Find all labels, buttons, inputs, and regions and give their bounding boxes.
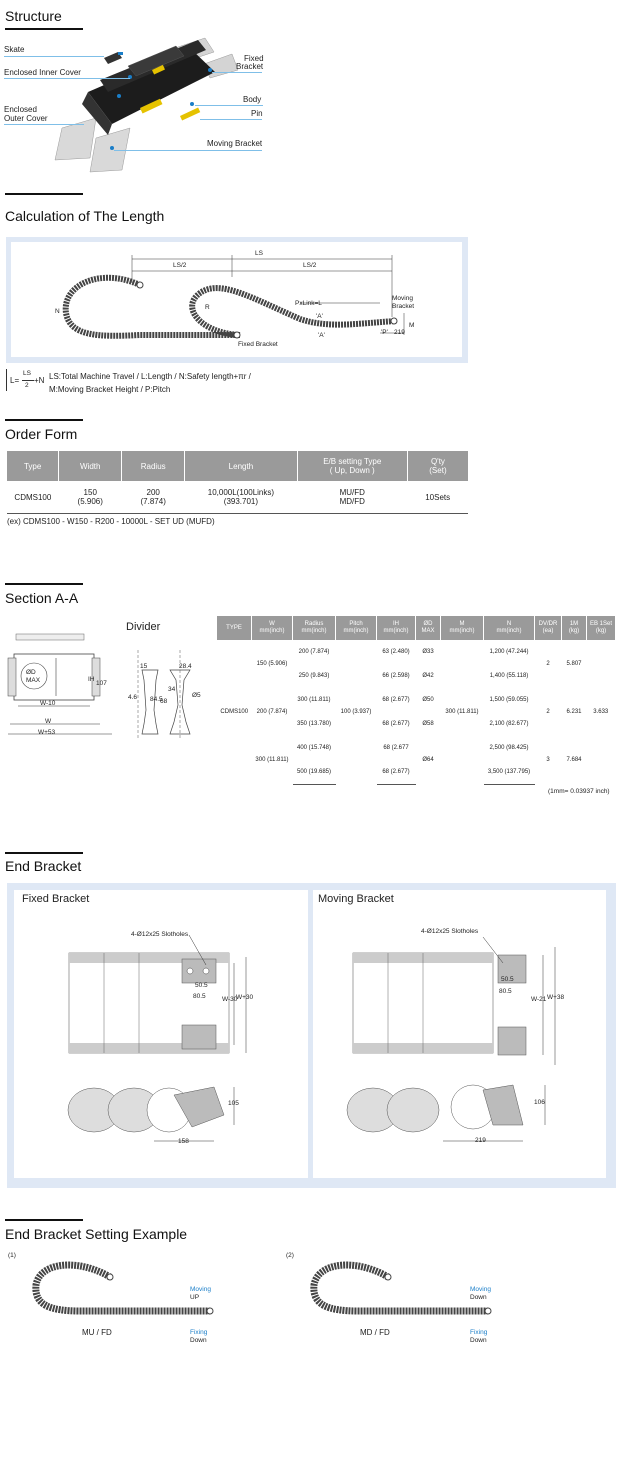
label-enclosed-inner-cover: Enclosed Inner Cover (4, 68, 81, 77)
cell-qty: 10Sets (407, 481, 468, 514)
dim-68: 68 (160, 698, 168, 705)
label-body: Body (243, 95, 262, 104)
spec-header-label: ØD (423, 621, 433, 627)
spec-header-unit: mm(inch) (343, 628, 369, 634)
spec-header-ih (377, 616, 416, 640)
section-title-calculation: Calculation of The Length (5, 208, 165, 224)
dim-15: 15 (140, 663, 148, 670)
dim-p: 'P' (381, 329, 388, 336)
fixed-dim-w30p: W+30 (236, 994, 254, 1001)
spec-header-eb (587, 616, 616, 640)
example-1-moving-dir: UP (190, 1294, 200, 1301)
spec-header-dv (535, 616, 562, 640)
header-qty (407, 451, 468, 481)
cell-radius-2: (7.874) (140, 497, 166, 506)
leader-line (114, 150, 262, 151)
cell-type: CDMS100 (7, 481, 59, 514)
dim-ih: IH (88, 676, 95, 683)
spec-cell-n: 1,200 (47.244) (489, 649, 529, 655)
label-pin: Pin (251, 109, 263, 118)
cell-width (59, 481, 122, 514)
dim-219: 219 (394, 329, 405, 336)
spec-cell-m: 300 (11.811) (445, 709, 479, 716)
spec-cell-od: Ø42 (422, 673, 434, 679)
table-row (217, 688, 615, 712)
leader-line (4, 56, 104, 57)
cell-radius-1: 200 (146, 488, 160, 497)
moving-bracket-drawing (313, 915, 603, 1175)
spec-cell-pitch: 100 (3.937) (340, 709, 372, 716)
dim-ls: LS (255, 250, 263, 257)
cell-width-1: 150 (83, 488, 97, 497)
spec-cell-n: 3,500 (137.795) (484, 760, 535, 785)
spec-header-label: TYPE (226, 624, 242, 631)
label-fixed-bracket-2: Bracket (236, 62, 264, 71)
example-1-label: MU / FD (82, 1328, 112, 1337)
spec-cell-radius: 300 (11.811) (297, 697, 331, 703)
spec-cell-ih: 68 (2.677) (382, 721, 410, 727)
spec-header-1m (562, 616, 587, 640)
spec-cell-w: 300 (11.811) (255, 757, 289, 764)
example-1-moving: Moving (190, 1286, 211, 1293)
label-fixed-bracket: Fixed Bracket (238, 341, 278, 348)
spec-cell-n: 1,500 (59.055) (489, 697, 529, 703)
table-row (7, 481, 468, 514)
order-example: (ex) CDMS100 - W150 - R200 - 10000L - SET UD (MUFD) (7, 517, 215, 526)
dim-w: W (45, 718, 52, 725)
spec-cell-dv: 2 (546, 661, 550, 667)
spec-cell-w: 200 (7.874) (256, 709, 288, 715)
fixed-dim-105: 105 (228, 1100, 239, 1107)
section-underline (5, 193, 83, 195)
dim-a-top: 'A' (316, 313, 323, 320)
section-underline (5, 1219, 83, 1221)
spec-cell-eb: 3.633 (593, 709, 609, 716)
fixed-dim-80-5: 80.5 (193, 993, 206, 1000)
spec-header-unit: mm(inch) (449, 628, 475, 634)
spec-header-unit: MAX (421, 628, 435, 634)
leader-line (4, 78, 130, 79)
spec-header-type (217, 616, 252, 640)
fixed-slotholes: 4-Ø12x25 Slotholes (131, 931, 189, 938)
example-2-moving: Moving (470, 1286, 491, 1293)
header-qty-line2: (Set) (429, 466, 447, 475)
fixed-bracket-drawing (14, 915, 304, 1175)
dim-84-5: 84.5 (150, 696, 163, 703)
spec-header-label: N (506, 621, 512, 627)
dim-d5: Ø5 (192, 692, 201, 699)
label-enclosed-outer-cover-2: Outer Cover (4, 114, 48, 123)
spec-header-label: IH (393, 621, 399, 627)
spec-cell-ih: 63 (2.480) (382, 649, 410, 655)
dim-r: R (205, 304, 210, 311)
dim-ls-half-left: LS/2 (173, 262, 187, 269)
moving-dim-50-5: 50.5 (501, 976, 514, 983)
example-1-fixing: Fixing (190, 1329, 208, 1336)
moving-dim-219: 219 (475, 1137, 486, 1144)
spec-header-label: EB 1Set (589, 621, 612, 627)
section-title-structure: Structure (5, 8, 62, 24)
example-2-fixing: Fixing (470, 1329, 488, 1336)
spec-cell-ih: 68 (2.677) (382, 697, 410, 703)
spec-cell-w: 150 (5.906) (256, 661, 288, 667)
cell-length-1: 10,000L(100Links) (207, 488, 275, 497)
unit-note: (1mm= 0.03937 inch) (548, 788, 610, 795)
spec-cell-ih: 68 (2.677) (377, 760, 416, 785)
dim-ls-half-right: LS/2 (303, 262, 317, 269)
header-radius: Radius (122, 451, 185, 481)
cell-radius (122, 481, 185, 514)
dim-a-bottom: 'A' (318, 332, 325, 339)
dim-34: 34 (168, 686, 176, 693)
label-moving-bracket-2: Bracket (392, 303, 415, 310)
spec-cell-kg: 6.231 (566, 709, 582, 715)
section-title-end-bracket: End Bracket (5, 858, 82, 874)
spec-header-n (484, 616, 535, 640)
header-eb-line2: ( Up, Down ) (329, 466, 375, 475)
formula-desc-2: M:Moving Bracket Height / P:Pitch (49, 385, 171, 394)
cell-width-2: (5.906) (77, 497, 103, 506)
spec-header-od (416, 616, 441, 640)
dim-28-4: 28.4 (179, 663, 192, 670)
header-qty-line1: Q'ty (430, 457, 445, 466)
moving-dim-w38: W+38 (547, 994, 565, 1001)
dim-pxlink: PxLink=L (295, 300, 322, 307)
moving-bracket-title: Moving Bracket (318, 893, 394, 905)
example-2-moving-dir: Down (470, 1294, 487, 1301)
order-form-table (7, 451, 468, 514)
spec-cell-od: Ø50 (422, 697, 434, 703)
spec-cell-radius: 400 (15.748) (296, 745, 332, 751)
leader-line (195, 105, 263, 106)
label-fixed-bracket-1: Fixed (244, 54, 264, 63)
dim-w53: W+53 (38, 729, 56, 736)
example-1-number: (1) (8, 1252, 16, 1259)
leader-line (200, 119, 262, 120)
dim-od-max: MAX (26, 677, 41, 684)
spec-header-radius (293, 616, 336, 640)
dim-4-6: 4.6 (128, 694, 138, 701)
example-1-fixing-dir: Down (190, 1337, 207, 1344)
spec-cell-n: 2,100 (82.677) (489, 721, 529, 727)
spec-header-unit: (kg) (568, 628, 580, 634)
moving-dim-106: 106 (534, 1099, 545, 1106)
spec-header-unit: mm(inch) (301, 628, 327, 634)
spec-cell-od: Ø33 (422, 649, 434, 655)
leader-line (4, 124, 84, 125)
dim-od: ØD (26, 669, 36, 676)
spec-cell-n: 1,400 (55.118) (489, 673, 529, 679)
fixed-bracket-title: Fixed Bracket (22, 893, 90, 905)
spec-cell-radius: 350 (13.780) (296, 721, 332, 727)
section-aa-spec-table (217, 616, 615, 785)
length-formula (6, 369, 49, 391)
formula-num: LS (23, 370, 31, 377)
spec-header-label: Pitch (349, 621, 363, 627)
spec-cell-radius: 250 (9.843) (298, 673, 330, 679)
spec-header-label: M (459, 621, 465, 627)
moving-dim-80-5: 80.5 (499, 988, 512, 995)
spec-cell-radius: 500 (19.685) (293, 760, 336, 785)
formula-l: L= (10, 376, 20, 385)
section-title-order-form: Order Form (5, 426, 78, 442)
spec-cell-radius: 200 (7.874) (298, 649, 330, 655)
section-title-section-aa: Section A-A (5, 590, 79, 606)
spec-cell-n: 2,500 (98.425) (489, 745, 529, 751)
formula-desc-1: LS:Total Machine Travel / L:Length / N:Safety length+πr / (49, 372, 251, 381)
spec-cell-ih: 68 (2.677 (383, 745, 409, 751)
label-moving-bracket-1: Moving (392, 295, 413, 302)
section-underline (5, 852, 83, 854)
label-enclosed-outer-cover-1: Enclosed (4, 105, 37, 114)
section-title-setting-example: End Bracket Setting Example (5, 1226, 188, 1242)
moving-slotholes: 4-Ø12x25 Slotholes (421, 928, 479, 935)
spec-header-w (252, 616, 293, 640)
section-underline (5, 583, 83, 585)
spec-cell-od: Ø64 (422, 757, 434, 764)
spec-header-label: W (269, 621, 275, 627)
spec-header-m (441, 616, 484, 640)
spec-cell-ih: 66 (2.598) (382, 673, 410, 679)
moving-dim-w21: W-21 (531, 996, 547, 1003)
spec-cell-od: Ø58 (422, 721, 434, 727)
spec-cell-kg: 7.684 (566, 757, 582, 764)
formula-plus-n: +N (34, 376, 45, 385)
example-2-number: (2) (286, 1252, 294, 1259)
spec-cell-dv: 2 (546, 709, 550, 715)
header-eb-line1: E/B setting Type (323, 457, 382, 466)
cell-eb-2: MD/FD (339, 497, 365, 506)
spec-cell-dv: 3 (546, 757, 550, 764)
spec-header-unit: (kg) (595, 628, 607, 634)
spec-cell-kg: 5.807 (566, 661, 582, 667)
header-length: Length (185, 451, 297, 481)
cell-length-2: (393.701) (223, 497, 259, 506)
dim-m: M (409, 322, 415, 329)
dim-n: N (55, 308, 60, 315)
fixed-dim-158: 158 (178, 1138, 189, 1145)
spec-header-label: Radius (304, 621, 324, 627)
fixed-dim-w30: W-30 (222, 996, 238, 1003)
label-skate: Skate (4, 45, 25, 54)
formula-den: 2 (25, 382, 29, 389)
cell-length (185, 481, 297, 514)
cell-eb (297, 481, 407, 514)
dim-w10: W-10 (40, 700, 56, 707)
header-width: Width (59, 451, 122, 481)
header-type: Type (7, 451, 59, 481)
spec-header-unit: mm(inch) (496, 628, 522, 634)
example-2-label: MD / FD (360, 1328, 390, 1337)
spec-header-label: DV/DR (538, 621, 558, 627)
spec-header-pitch (336, 616, 377, 640)
label-moving-bracket: Moving Bracket (207, 139, 263, 148)
header-eb-setting (297, 451, 407, 481)
example-2-fixing-dir: Down (470, 1337, 487, 1344)
spec-header-unit: mm(inch) (259, 628, 285, 634)
spec-cell-type: CDMS100 (220, 709, 249, 716)
dim-107: 107 (96, 680, 107, 687)
divider-title: Divider (126, 621, 161, 633)
spec-header-label: 1M (569, 621, 579, 627)
table-row (217, 640, 615, 664)
spec-header-unit: mm(inch) (383, 628, 409, 634)
section-underline (5, 419, 83, 421)
cell-eb-1: MU/FD (339, 488, 365, 497)
fixed-dim-50-5: 50.5 (195, 982, 208, 989)
leader-line (212, 72, 262, 73)
table-row (217, 736, 615, 760)
spec-header-unit: (ea) (542, 628, 554, 634)
structure-illustration (0, 0, 630, 190)
